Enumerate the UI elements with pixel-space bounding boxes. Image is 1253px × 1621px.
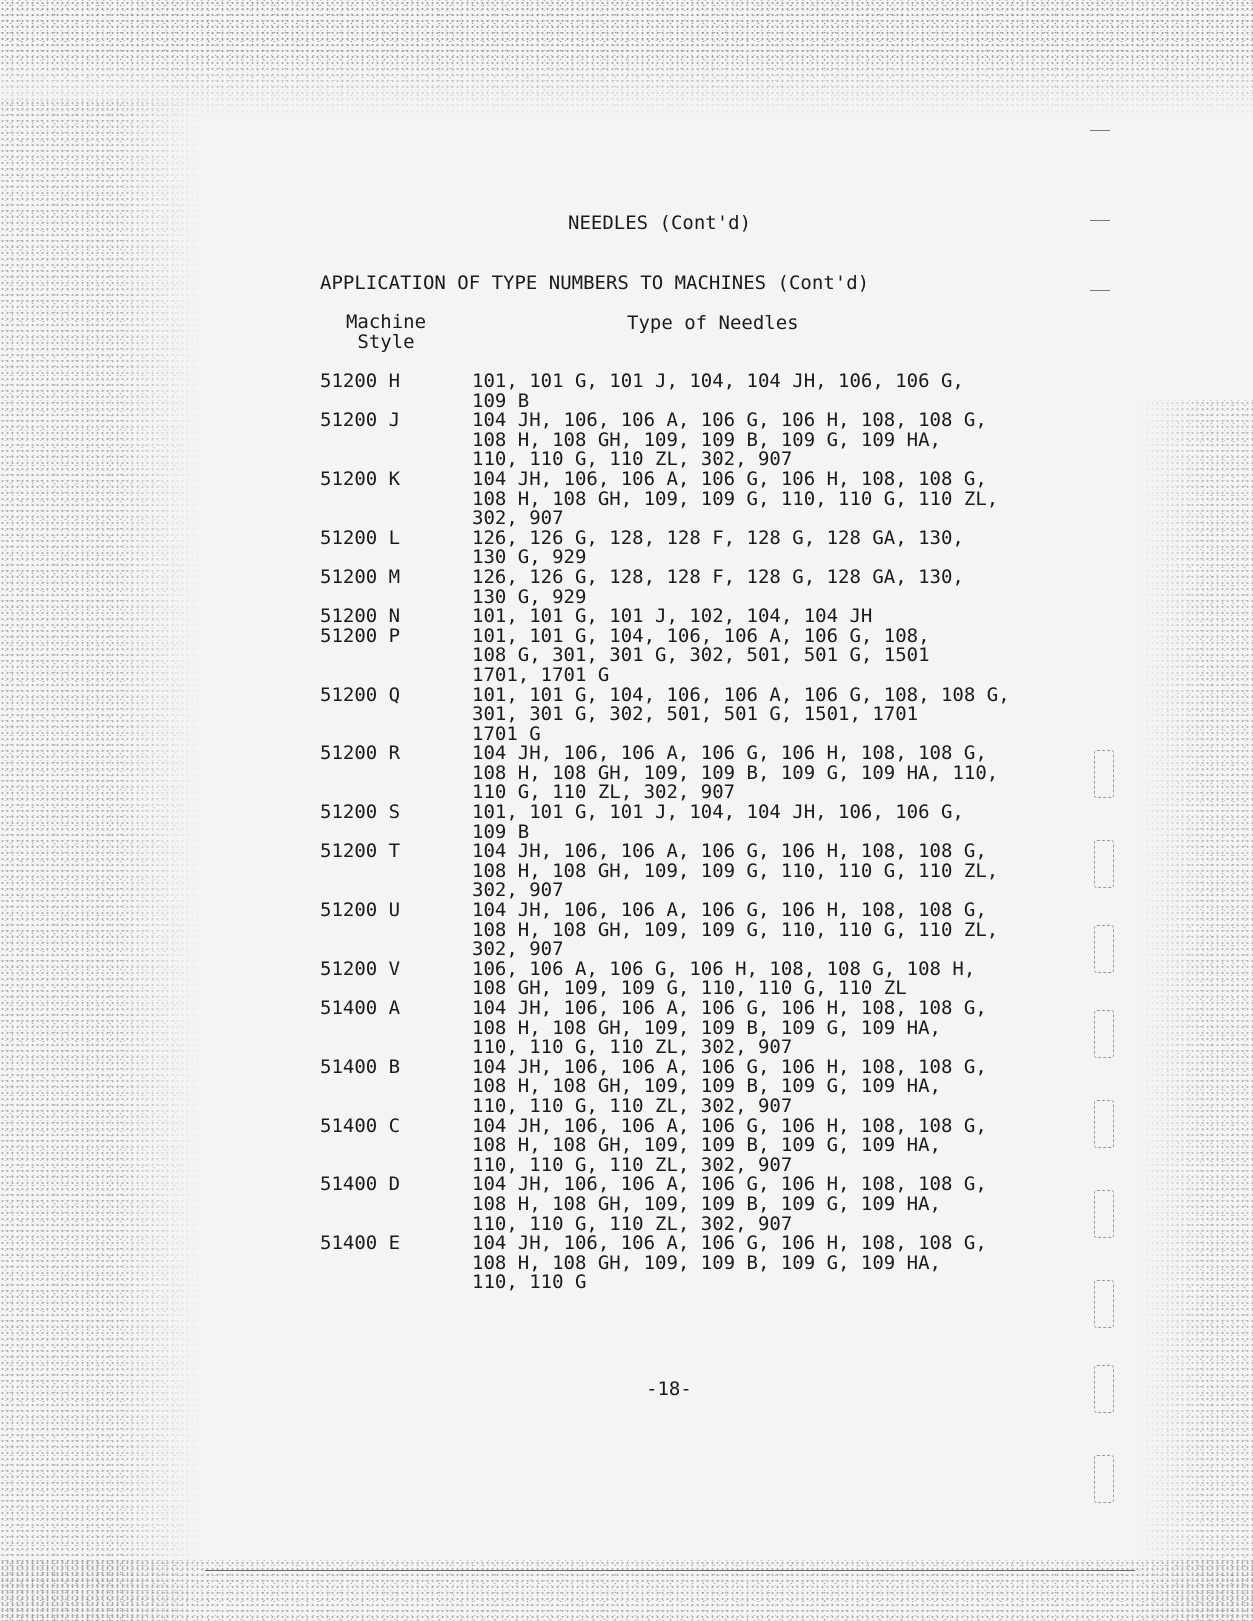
table-row (320, 683, 1080, 745)
binding-hole-mark (1094, 1365, 1114, 1413)
table-row (320, 467, 1080, 530)
needle-types-cell: 104 JH, 106, 106 A, 106 G, 106 H, 108, 108 G, 108 H, 108 GH, 109, 109 B, 109 G, 109 HA, 110, 110 G, 110 ZL, 302, 907 (472, 742, 999, 804)
margin-dash (1090, 130, 1110, 131)
needle-types-cell: 101, 101 G, 101 J, 104, 104 JH, 106, 106 G, 109 B (472, 801, 964, 843)
machine-style-cell: 51400 B (320, 1055, 401, 1078)
needle-types-cell: 126, 126 G, 128, 128 F, 128 G, 128 GA, 130, 130 G, 929 (472, 565, 964, 608)
machine-style-cell: 51400 E (320, 1232, 401, 1255)
binding-hole-mark (1094, 1455, 1114, 1503)
machine-style-cell: 51400 A (320, 997, 401, 1019)
needle-types-cell: 101, 101 G, 104, 106, 106 A, 106 G, 108, 108 G, 301, 301 G, 302, 501, 501 G, 1501 1701, 1701 G (472, 624, 930, 686)
needle-types-cell: 101, 101 G, 101 J, 104, 104 JH, 106, 106 G, 109 B (472, 370, 964, 412)
table-row (320, 842, 1080, 901)
needle-types-cell: 104 JH, 106, 106 A, 106 G, 106 H, 108, 108 G, 108 H, 108 GH, 109, 109 B, 109 G, 109 HA, 110, 110 G, 110 ZL, 302, 907 (472, 1114, 987, 1176)
needle-types-cell: 104 JH, 106, 106 A, 106 G, 106 H, 108, 108 G, 108 H, 108 GH, 109, 109 B, 109 G, 109 HA, 110, 110 G, 110 ZL, 302, 907 (472, 997, 987, 1059)
binding-hole-mark (1094, 1280, 1114, 1328)
machine-style-cell: 51200 N (320, 605, 401, 628)
table-row (320, 999, 1080, 1058)
table-row (320, 372, 1080, 411)
margin-dash (1090, 220, 1110, 221)
table-row (320, 607, 1080, 627)
table-row (320, 957, 1080, 1000)
table-row (320, 526, 1080, 569)
needle-types-cell: 104 JH, 106, 106 A, 106 G, 106 H, 108, 108 G, 108 H, 108 GH, 109, 109 B, 109 G, 109 HA, 110, 110 G (472, 1232, 987, 1294)
needle-types-cell: 104 JH, 106, 106 A, 106 G, 106 H, 108, 108 G, 108 H, 108 GH, 109, 109 G, 110, 110 G, 110 ZL, 302, 907 (472, 840, 999, 902)
needle-types-cell: 106, 106 A, 106 G, 106 H, 108, 108 G, 108 H, 108 GH, 109, 109 G, 110, 110 G, 110 ZL (472, 957, 976, 1000)
machine-style-cell: 51200 Q (320, 683, 401, 706)
needle-types-cell: 104 JH, 106, 106 A, 106 G, 106 H, 108, 108 G, 108 H, 108 GH, 109, 109 G, 110, 110 G, 110 ZL, 302, 907 (472, 899, 999, 961)
column-header-machine-style: Machine Style (345, 311, 427, 353)
needle-table (320, 372, 1080, 1293)
machine-style-cell: 51200 T (320, 840, 401, 863)
page-number: -18- (646, 1378, 692, 1400)
machine-style-cell: 51200 U (320, 899, 401, 922)
table-row (320, 624, 1080, 686)
machine-style-cell: 51400 C (320, 1114, 401, 1137)
needle-types-cell: 104 JH, 106, 106 A, 106 G, 106 H, 108, 108 G, 108 H, 108 GH, 109, 109 G, 110, 110 G, 110 ZL, 302, 907 (472, 467, 999, 530)
machine-style-cell: 51200 R (320, 742, 401, 765)
section-heading: APPLICATION OF TYPE NUMBERS TO MACHINES (Cont'd) (320, 272, 870, 294)
needle-types-cell: 101, 101 G, 101 J, 102, 104, 104 JH (472, 605, 873, 628)
page-title: NEEDLES (Cont'd) (568, 212, 752, 234)
machine-style-cell: 51200 P (320, 624, 401, 647)
table-row (320, 744, 1080, 803)
column-header-type-of-needles: Type of Needles (627, 312, 799, 334)
needle-types-cell: 104 JH, 106, 106 A, 106 G, 106 H, 108, 108 G, 108 H, 108 GH, 109, 109 B, 109 G, 109 HA, 110, 110 G, 110 ZL, 302, 907 (472, 409, 987, 471)
table-row (320, 1055, 1080, 1117)
table-row (320, 1234, 1080, 1293)
binding-hole-mark (1094, 840, 1114, 888)
binding-hole-mark (1094, 1190, 1114, 1238)
needle-types-cell: 126, 126 G, 128, 128 F, 128 G, 128 GA, 130, 130 G, 929 (472, 526, 964, 569)
margin-dash (1090, 290, 1110, 291)
machine-style-cell: 51200 S (320, 801, 401, 824)
table-row (320, 803, 1080, 842)
machine-style-cell: 51200 J (320, 409, 401, 432)
binding-hole-mark (1094, 925, 1114, 973)
needle-types-cell: 101, 101 G, 104, 106, 106 A, 106 G, 108, 108 G, 301, 301 G, 302, 501, 501 G, 1501, 1701 1701 G (472, 683, 1010, 745)
machine-style-cell: 51200 V (320, 957, 401, 980)
table-row (320, 565, 1080, 608)
binding-margin-marks (1090, 130, 1120, 1560)
machine-style-cell: 51400 D (320, 1173, 401, 1196)
machine-style-cell: 51200 M (320, 565, 401, 588)
binding-hole-mark (1094, 1010, 1114, 1058)
needle-types-cell: 104 JH, 106, 106 A, 106 G, 106 H, 108, 108 G, 108 H, 108 GH, 109, 109 B, 109 G, 109 HA, 110, 110 G, 110 ZL, 302, 907 (472, 1055, 987, 1117)
table-row (320, 411, 1080, 470)
table-row (320, 901, 1080, 960)
needle-types-cell: 104 JH, 106, 106 A, 106 G, 106 H, 108, 108 G, 108 H, 108 GH, 109, 109 B, 109 G, 109 HA, 110, 110 G, 110 ZL, 302, 907 (472, 1173, 987, 1235)
binding-hole-mark (1094, 1100, 1114, 1148)
machine-style-cell: 51200 K (320, 467, 401, 490)
scan-noise-right (1135, 400, 1253, 1621)
table-row (320, 1114, 1080, 1176)
machine-style-cell: 51200 L (320, 526, 401, 549)
machine-style-cell: 51200 H (320, 370, 401, 392)
page-bottom-edge (205, 1570, 1135, 1571)
table-row (320, 1175, 1080, 1234)
binding-hole-mark (1094, 750, 1114, 798)
scan-noise-left (0, 100, 205, 1621)
